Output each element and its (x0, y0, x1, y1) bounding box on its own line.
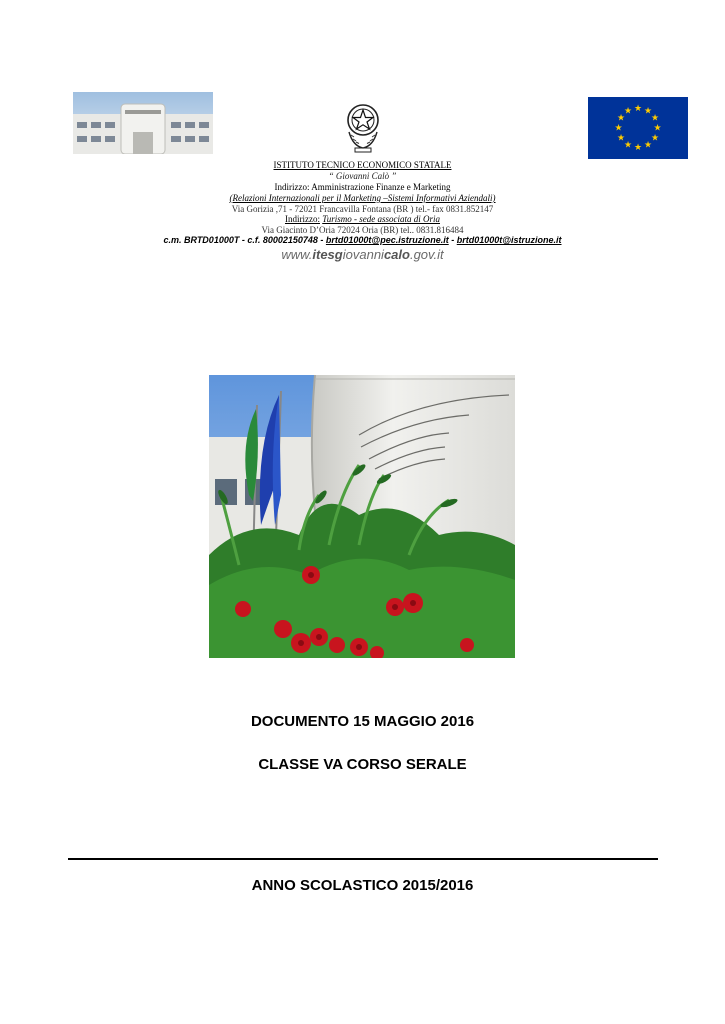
school-building-photo (73, 92, 213, 154)
svg-text:★: ★ (653, 123, 662, 134)
school-year-title: ANNO SCOLASTICO 2015/2016 (251, 877, 474, 894)
svg-text:★: ★ (616, 133, 626, 144)
website-bold-1: itesg (312, 247, 343, 262)
codes-line (100, 235, 625, 245)
svg-text:★: ★ (633, 104, 643, 114)
website-mid: iovanni (342, 247, 384, 262)
address-value-1: Amministrazione Finanze e Marketing (311, 182, 451, 192)
school-subname-text: “ Giovanni Calò ” (328, 171, 397, 181)
website-bold-2: calo (383, 247, 410, 262)
svg-text:★: ★ (614, 123, 623, 134)
website-link[interactable] (150, 247, 575, 262)
address-detail-text: (Relazioni Internazionali per il Marketing –Sistemi Informativi Aziendali) (229, 193, 496, 203)
address-value-2: Turismo - sede associata di Oria (322, 214, 440, 224)
horizontal-rule (68, 858, 658, 860)
address-line-2-text: Via Giacinto D’Oria 72024 Oria (BR) tel.. 0831.816484 (261, 225, 464, 235)
codes-prefix: c.m. BRTD01000T - c.f. 80002150748 - (163, 235, 326, 245)
svg-text:★: ★ (650, 113, 660, 124)
address-label-1: Indirizzo: (274, 182, 310, 192)
address-label-2: Indirizzo: (284, 214, 320, 224)
svg-text:★: ★ (643, 106, 653, 117)
svg-text:★: ★ (616, 113, 626, 124)
website-prefix: www. (281, 247, 313, 262)
address-line-indirizzo-1 (150, 182, 575, 193)
email-link[interactable]: brtd01000t@istruzione.it (456, 235, 562, 245)
svg-text:★: ★ (643, 140, 653, 151)
address-line-1-text: Via Gorizia ,71 - 72021 Francavilla Fontana (BR ) tel.- fax 0831.852147 (231, 204, 494, 214)
address-line-indirizzo-2 (150, 214, 575, 225)
school-name (150, 160, 575, 171)
eu-flag-icon (588, 97, 688, 159)
school-subname (150, 171, 575, 182)
codes-separator: - (448, 235, 457, 245)
building-with-roses-photo (209, 375, 515, 658)
svg-text:★: ★ (650, 133, 660, 144)
email-pec-link[interactable]: brtd01000t@pec.istruzione.it (325, 235, 449, 245)
svg-text:★: ★ (623, 140, 633, 151)
svg-text:★: ★ (633, 143, 643, 153)
italian-republic-emblem-icon (345, 102, 381, 156)
address-detail (150, 193, 575, 204)
class-title: CLASSE VA CORSO SERALE (258, 756, 467, 773)
website-suffix: .gov.it (409, 247, 444, 262)
svg-text:★: ★ (623, 106, 633, 117)
school-name-text: ISTITUTO TECNICO ECONOMICO STATALE (273, 160, 452, 170)
document-title: DOCUMENTO 15 MAGGIO 2016 (250, 713, 475, 730)
